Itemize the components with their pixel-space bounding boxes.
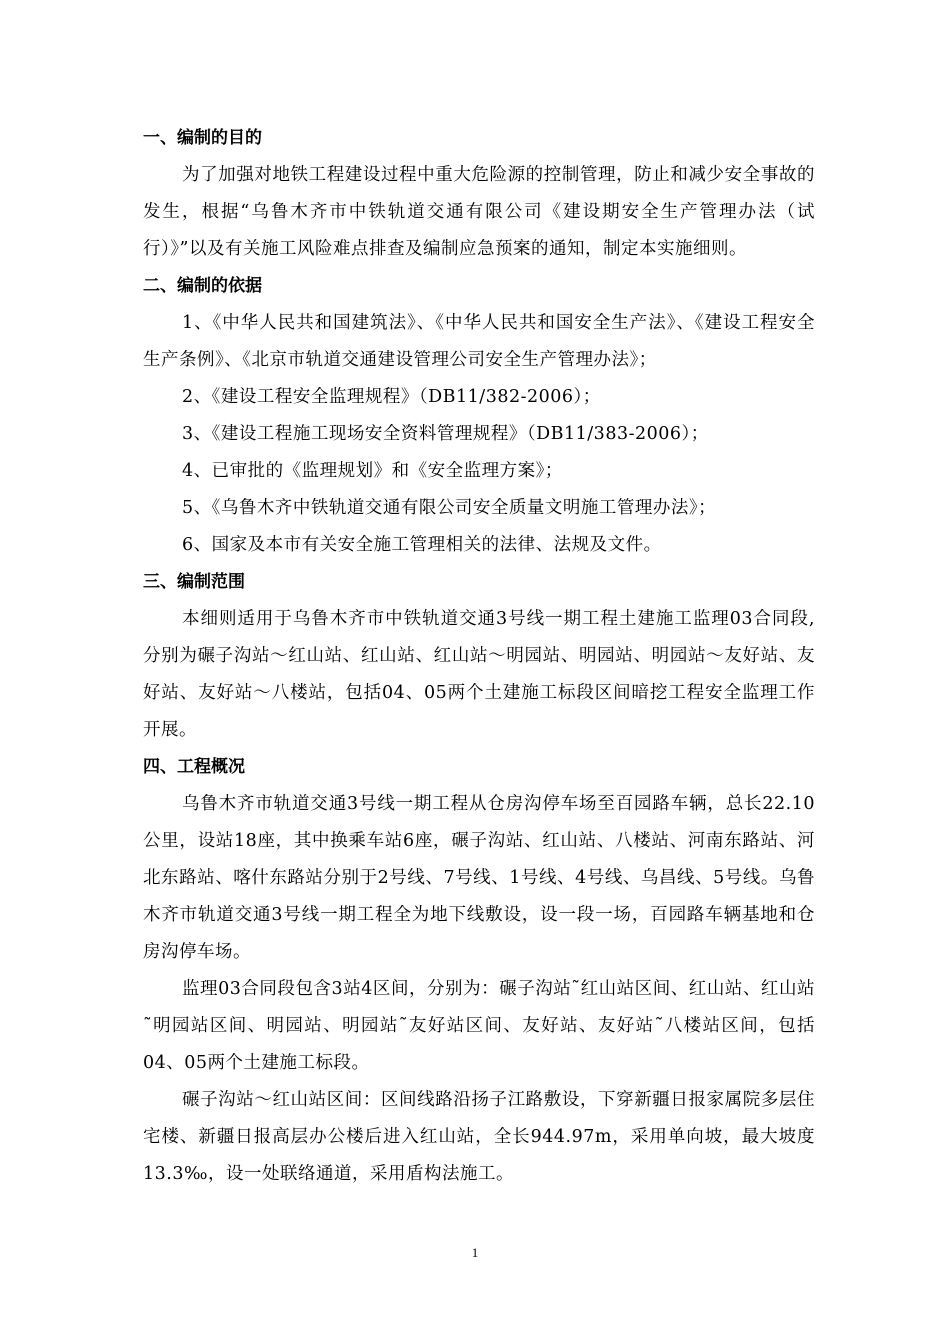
page-number: 1 (471, 1245, 479, 1260)
section-heading-overview: 四、工程概况 (143, 757, 245, 777)
paragraph-overview-contract: 监理03合同段包含3站4区间，分别为：碾子沟站˜红山站区间、红山站、红山站˜明园站区间、明园站、明园站˜友好站区间、友好站、友好站˜八楼站区间，包括04、05两个土建施工标段。 (143, 979, 815, 1073)
section-heading-scope: 三、编制范围 (143, 572, 245, 592)
section-heading-purpose: 一、编制的目的 (143, 128, 262, 148)
paragraph-overview-section: 碾子沟站～红山站区间：区间线路沿扬子江路敷设，下穿新疆日报家属院多层住宅楼、新疆日报高层办公楼后进入红山站，全长944.97m，采用单向坡，最大坡度13.3‰，设一处联络通道，采用盾构法施工。 (143, 1090, 815, 1184)
paragraph-purpose: 为了加强对地铁工程建设过程中重大危险源的控制管理，防止和减少安全事故的发生，根据“乌鲁木齐市中铁轨道交通有限公司《建设期安全生产管理办法（试行）》”以及有关施工风险难点排查及编制应急预案的通知，制定本实施细则。 (143, 165, 815, 259)
basis-item-3: 3、《建设工程施工现场安全资料管理规程》（DB11/383-2006）； (182, 424, 709, 444)
paragraph-overview-line3: 乌鲁木齐市轨道交通3号线一期工程从仓房沟停车场至百园路车辆，总长22.10公里，设站18座，其中换乘车站6座，碾子沟站、红山站、八楼站、河南东路站、河北东路站、喀什东路站分别于2号线、7号线、1号线、4号线、乌昌线、5号线。乌鲁木齐市轨道交通3号线一期工程全为地下线敷设，设一段一场，百园路车辆基地和仓房沟停车场。 (143, 794, 815, 962)
paragraph-scope: 本细则适用于乌鲁木齐市中铁轨道交通3号线一期工程土建施工监理03合同段,分别为碾子沟站～红山站、红山站、红山站～明园站、明园站、明园站～友好站、友好站、友好站～八楼站，包括04、05两个土建施工标段区间暗挖工程安全监理工作开展。 (143, 609, 815, 740)
basis-item-2: 2、《建设工程安全监理规程》（DB11/382-2006）； (182, 387, 601, 407)
document-body (143, 120, 815, 1193)
basis-item-6: 6、国家及本市有关安全施工管理相关的法律、法规及文件。 (182, 535, 662, 555)
basis-item-1: 1、《中华人民共和国建筑法》、《中华人民共和国安全生产法》、《建设工程安全生产条例》、《北京市轨道交通建设管理公司安全生产管理办法》； (143, 313, 815, 370)
basis-item-5: 5、《乌鲁木齐中铁轨道交通有限公司安全质量文明施工管理办法》； (182, 498, 717, 518)
section-heading-basis: 二、编制的依据 (143, 276, 262, 296)
basis-item-4: 4、已审批的《监理规划》和《安全监理方案》； (182, 461, 563, 481)
